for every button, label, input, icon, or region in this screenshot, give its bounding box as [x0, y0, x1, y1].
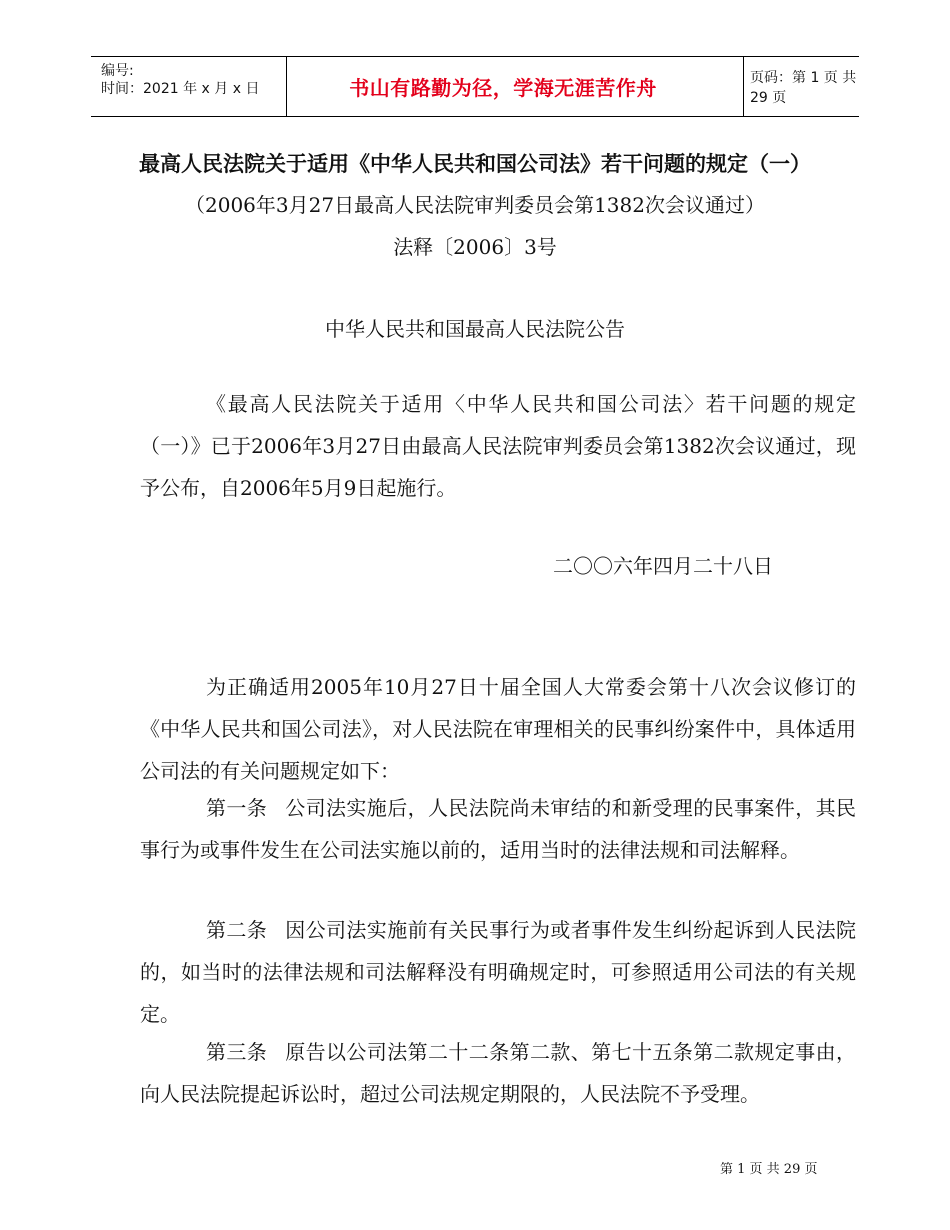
article-3: [140, 1031, 856, 1115]
announcement-body: 《最高人民法院关于适用〈中华人民共和国公司法〉若干问题的规定（一）》已于2006年3月27日由最高人民法院审判委员会第1382次会议通过，现予公布，自2006年5月9日起施行。: [140, 392, 856, 500]
article-label: 第三条: [206, 1040, 268, 1064]
announcement-date: 二〇〇六年四月二十八日: [553, 554, 773, 578]
page-footer: 第 1 页 共 29 页: [720, 1162, 818, 1177]
article-text: 原告以公司法第二十二条第二款、第七十五条第二款规定事由，向人民法院提起诉讼时，超过公司法规定期限的，人民法院不予受理。: [140, 1040, 857, 1106]
header-meta: [91, 57, 286, 116]
document-title: 最高人民法院关于适用《中华人民共和国公司法》若干问题的规定（一）: [139, 152, 811, 176]
article-label: 第二条: [206, 918, 268, 942]
article-2: [140, 909, 856, 1035]
article-1: [140, 787, 856, 871]
motto: 书山有路勤为径，学海无涯苦作舟: [349, 76, 657, 100]
article-label: 第一条: [206, 796, 268, 820]
header-page-info: 页码：第 1 页 共 29 页: [750, 69, 857, 106]
document-number: 法释〔2006〕3号: [393, 235, 557, 259]
document-header: [91, 56, 859, 117]
header-motto-cell: [286, 57, 744, 116]
time-label: 时间：2021 年 x 月 x 日: [101, 81, 260, 97]
article-text: 因公司法实施前有关民事行为或者事件发生纠纷起诉到人民法院的，如当时的法律法规和司法解释没有明确规定时，可参照适用公司法的有关规定。: [140, 918, 857, 1026]
preamble: 为正确适用2005年10月27日十届全国人大常委会第十八次会议修订的《中华人民共和国公司法》，对人民法院在审理相关的民事纠纷案件中，具体适用公司法的有关问题规定如下：: [140, 675, 856, 783]
article-text: 公司法实施后，人民法院尚未审结的和新受理的民事案件，其民事行为或事件发生在公司法实施以前的，适用当时的法律法规和司法解释。: [140, 796, 857, 862]
announcement-heading: 中华人民共和国最高人民法院公告: [325, 317, 625, 341]
serial-number-label: 编号:: [101, 63, 134, 79]
document-subtitle: （2006年3月27日最高人民法院审判委员会第1382次会议通过）: [185, 193, 765, 217]
